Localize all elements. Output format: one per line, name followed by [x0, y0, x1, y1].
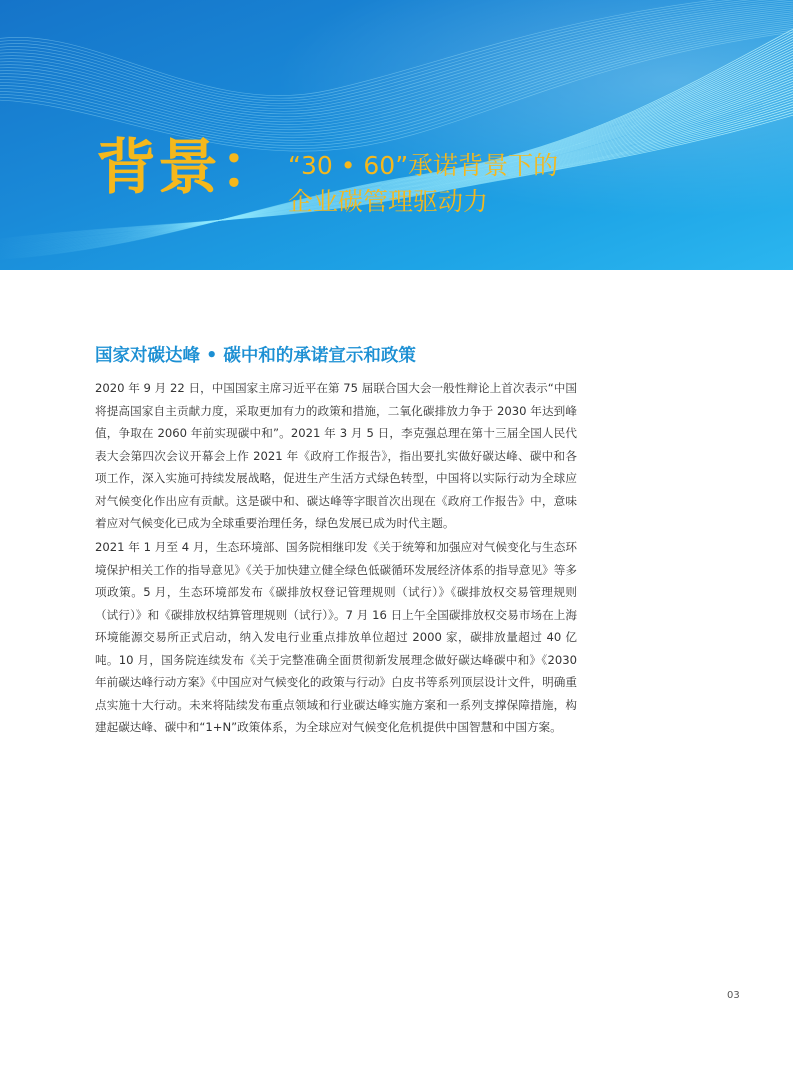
banner-subtitle-line1: “30 • 60”承诺背景下的 [288, 151, 559, 180]
banner-title: 背景： [96, 133, 282, 203]
page-number: 03 [727, 990, 740, 1001]
paragraph-1: 2020 年 9 月 22 日，中国国家主席习近平在第 75 届联合国大会一般性辩论上首次表示“中国将提高国家自主贡献力度，采取更加有力的政策和措施，二氧化碳排放力争于 2030 年达到峰值，争取在 2060 年前实现碳中和”。2021 年 3 月 5 日，李克强总理在第十三届全国人民代表大会第四次会议开幕会上作 2021 年《政府工作报告》，指出要扎实做好碳达峰、碳中和各项工作，深入实施可持续发展战略，促进生产生活方式绿色转型，中国将以实际行动为全球应对气候变化作出应有贡献。这是碳中和、碳达峰等字眼首次出现在《政府工作报告》中，意味着应对气候变化已成为全球重要治理任务，绿色发展已成为时代主题。 [95, 381, 577, 530]
banner-subtitle [288, 148, 558, 220]
section-title: 国家对碳达峰 • 碳中和的承诺宣示和政策 [95, 346, 416, 366]
paragraph-2: 2021 年 1 月至 4 月，生态环境部、国务院相继印发《关于统筹和加强应对气候变化与生态环境保护相关工作的指导意见》《关于加快建立健全绿色低碳循环发展经济体系的指导意见》等多项政策。5 月，生态环境部发布《碳排放权登记管理规则（试行）》《碳排放权交易管理规则（试行）》和《碳排放权结算管理规则（试行）》。7 月 16 日上午全国碳排放权交易市场在上海环境能源交易所正式启动，纳入发电行业重点排放单位超过 2000 家，碳排放量超过 40 亿吨。10 月，国务院连续发布《关于完整准确全面贯彻新发展理念做好碳达峰碳中和》《2030 年前碳达峰行动方案》《中国应对气候变化的政策与行动》白皮书等系列顶层设计文件，明确重点实施十大行动。未来将陆续发布重点领域和行业碳达峰实施方案和一系列支撑保障措施，构建起碳达峰、碳中和“1+N”政策体系，为全球应对气候变化危机提供中国智慧和中国方案。 [95, 540, 577, 734]
header-banner [0, 0, 793, 270]
banner-subtitle-line2: 企业碳管理驱动力 [288, 187, 489, 216]
